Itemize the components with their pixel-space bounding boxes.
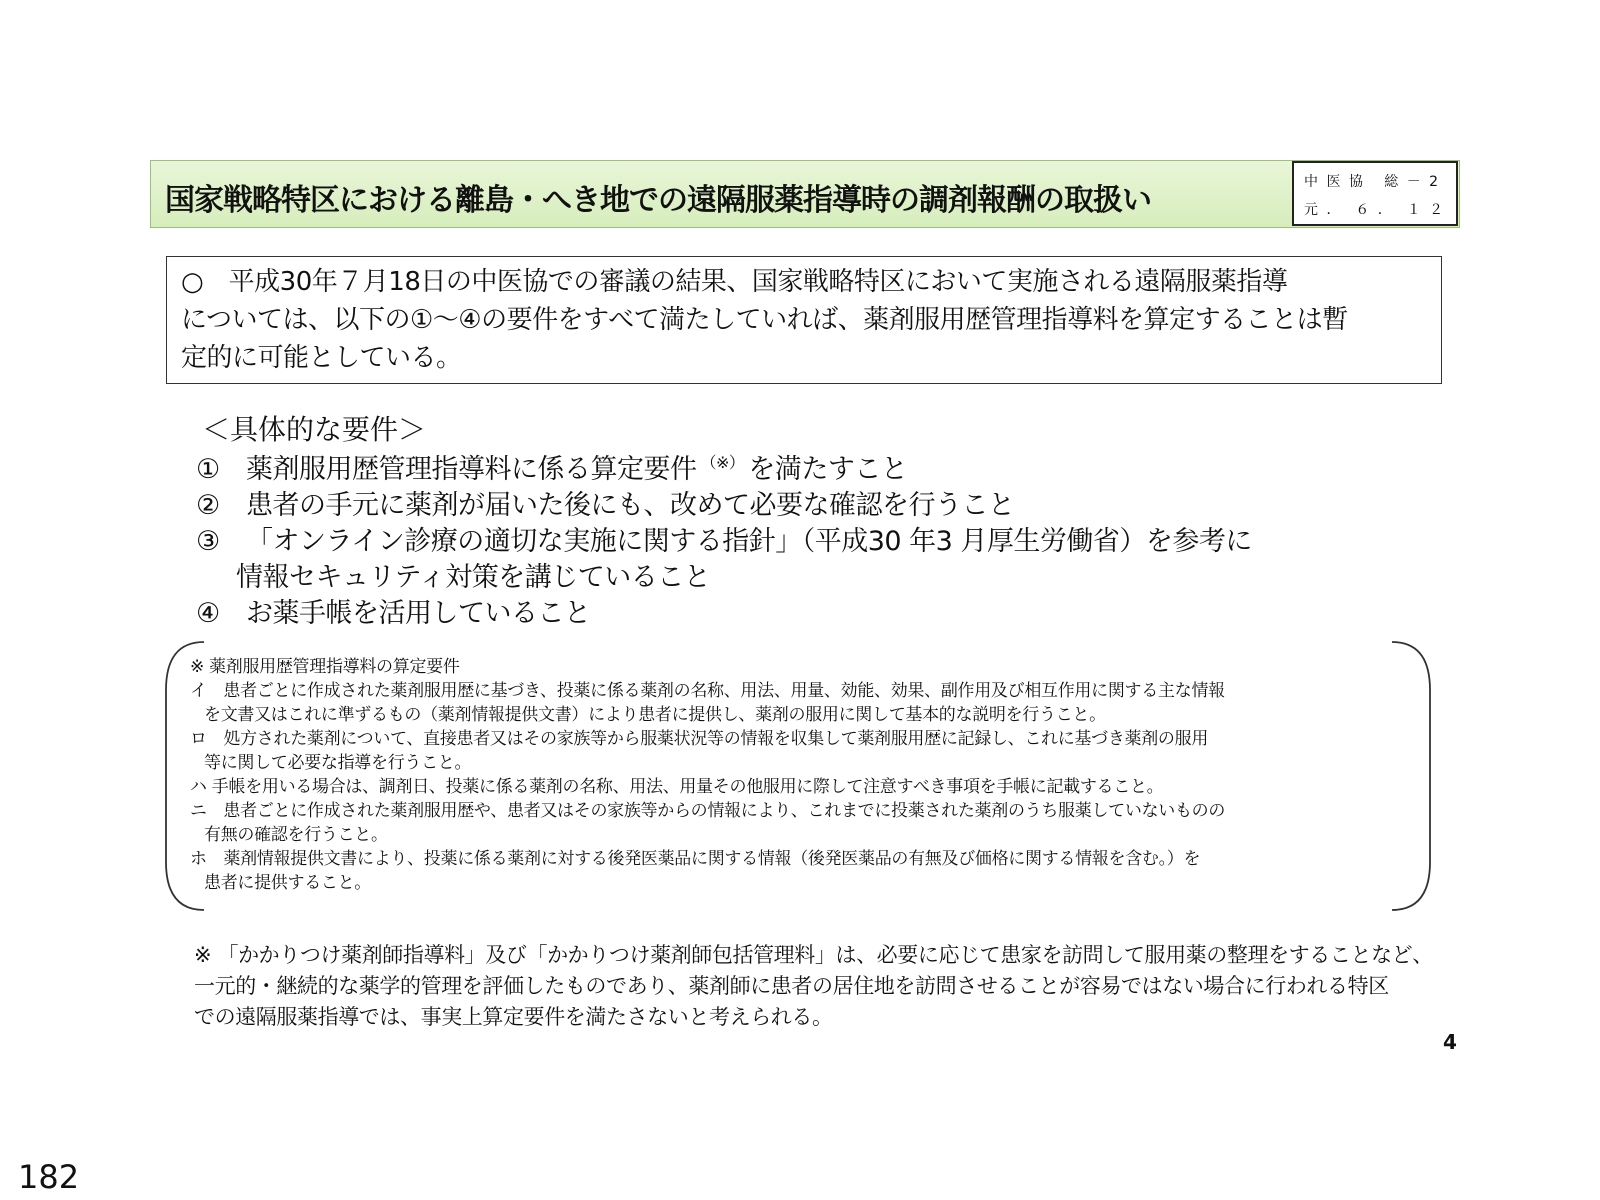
note-line: イ 患者ごとに作成された薬剤服用歴に基づき、投薬に係る薬剤の名称、用法、用量、効能、効果、副作用及び相互作用に関する主な情報 <box>190 681 1225 701</box>
note-line: ロ 処方された薬剤について、直接患者又はその家族等から服薬状況等の情報を収集して薬剤服用歴に記録し、これに基づき薬剤の服用 <box>190 729 1209 749</box>
note-line: 患者に提供すること。 <box>204 873 371 893</box>
requirement-text: 「オンライン診療の適切な実施に関する指針」（平成30 年3 月厚生労働省）を参考に <box>246 526 1252 557</box>
footnote-line: 一元的・継続的な薬学的管理を評価したものであり、薬剤師に患者の居住地を訪問させることが容易ではない場合に行われる特区 <box>194 974 1389 998</box>
intro-line: については、以下の①～④の要件をすべて満たしていれば、薬剤服用歴管理指導料を算定することは暫 <box>181 305 1348 335</box>
requirement-text: 薬剤服用歴管理指導料に係る算定要件 <box>246 454 697 485</box>
slide-title: 国家戦略特区における離島・へき地での遠隔服薬指導時の調剤報酬の取扱い <box>165 183 1151 218</box>
requirement-number: ④ <box>196 598 220 629</box>
requirements-heading: ＜具体的な要件＞ <box>202 413 427 446</box>
requirement-item-3-continuation: 情報セキュリティ対策を講じていること <box>236 562 711 593</box>
intro-line: ○ 平成30年７月18日の中医協での審議の結果、国家戦略特区において実施される遠隔服薬指導 <box>181 267 1288 297</box>
note-line: を文書又はこれに準ずるもの（薬剤情報提供文書）により患者に提供し、薬剤の服用に関して基本的な説明を行うこと。 <box>204 705 1106 725</box>
requirement-item-1 <box>196 447 907 486</box>
requirement-item-3 <box>196 519 1252 558</box>
requirement-number: ② <box>196 490 220 521</box>
slide-number: 4 <box>1443 1030 1457 1054</box>
requirement-text: を満たすこと <box>748 454 908 485</box>
note-line: ホ 薬剤情報提供文書により、投薬に係る薬剤に対する後発医薬品に関する情報（後発医薬品の有無及び価格に関する情報を含む。）を <box>190 849 1201 869</box>
requirement-text: お薬手帳を活用していること <box>246 598 591 629</box>
requirement-superscript: （※） <box>700 453 745 472</box>
note-text-block <box>190 655 1390 895</box>
requirement-item-4 <box>196 591 591 630</box>
intro-line: 定的に可能としている。 <box>181 343 462 373</box>
page-number: 182 <box>18 1158 80 1196</box>
requirement-number: ③ <box>196 526 220 557</box>
title-bar <box>150 160 1460 228</box>
footnote-line: での遠隔服薬指導では、事実上算定要件を満たさないと考えられる。 <box>194 1005 833 1029</box>
document-id-line1: 中 医 協 総 － 2 <box>1304 174 1441 190</box>
note-heading: ※ 薬剤服用歴管理指導料の算定要件 <box>190 657 460 677</box>
footnote-line: ※ 「かかりつけ薬剤師指導料」及び「かかりつけ薬剤師包括管理料」は、必要に応じて患家を訪問して服用薬の整理をすることなど、 <box>194 943 1433 967</box>
intro-box <box>166 256 1442 384</box>
note-line: ハ 手帳を用いる場合は、調剤日、投薬に係る薬剤の名称、用法、用量その他服用に際して注意すべき事項を手帳に記載すること。 <box>190 777 1164 797</box>
note-line: 等に関して必要な指導を行うこと。 <box>204 753 472 773</box>
note-line: 有無の確認を行うこと。 <box>204 825 388 845</box>
requirement-text: 患者の手元に薬剤が届いた後にも、改めて必要な確認を行うこと <box>246 490 1015 521</box>
document-id-line2: 元 ． ６ ． １ ２ <box>1304 202 1446 218</box>
requirement-number: ① <box>196 454 220 485</box>
document-id-box <box>1292 161 1458 226</box>
footnote <box>194 940 1444 1033</box>
requirement-item-2 <box>196 483 1015 522</box>
note-line: ニ 患者ごとに作成された薬剤服用歴や、患者又はその家族等からの情報により、これまでに投薬された薬剤のうち服薬していないものの <box>190 801 1226 821</box>
